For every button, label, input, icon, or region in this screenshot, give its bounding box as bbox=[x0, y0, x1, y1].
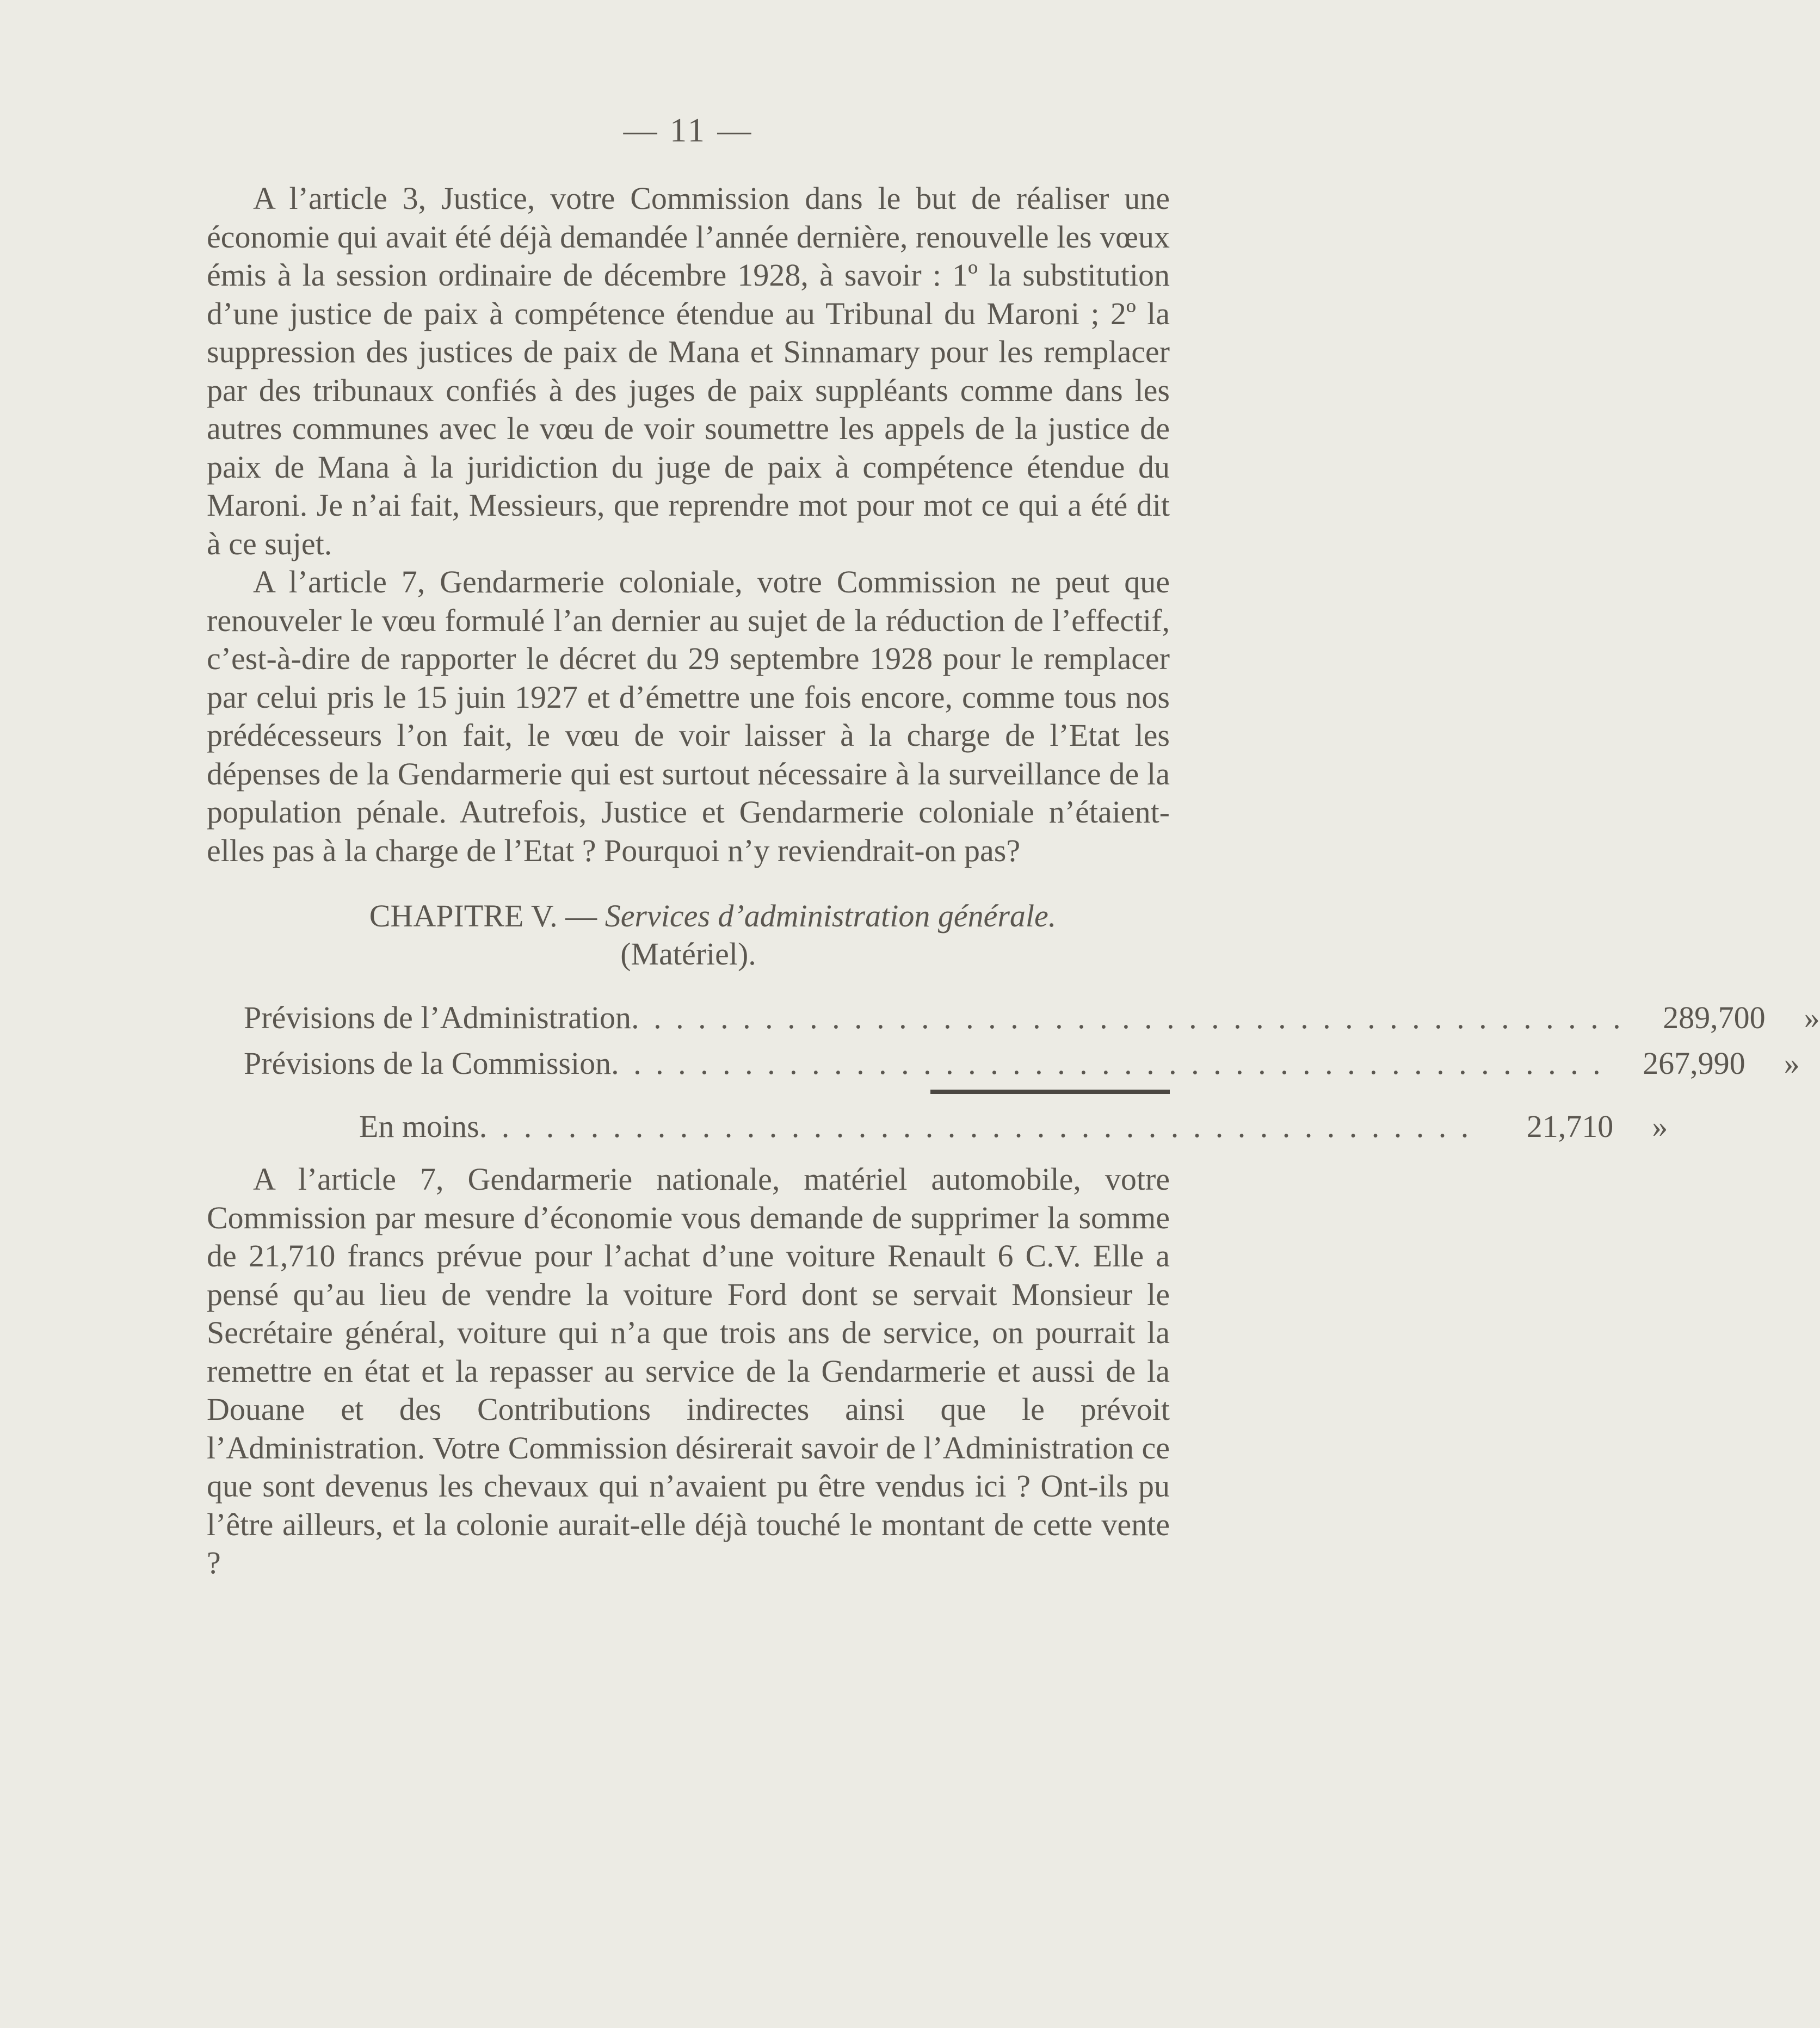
figure-amount: 21,710 bbox=[1526, 1109, 1614, 1144]
chapter-heading bbox=[207, 897, 1170, 935]
chapter-title: Services d’administration générale. bbox=[604, 898, 1057, 933]
figure-amount: 289,700 bbox=[1663, 1000, 1766, 1035]
leader-dots: . . . . . . . . . . . . . . . . . . . . . . . . . . . . . . . . . . . . . . . . . . . . . bbox=[611, 1046, 1604, 1081]
figure-label: Prévisions de la Commission bbox=[244, 1046, 612, 1081]
figure-label: Prévisions de l’Administration bbox=[244, 1000, 632, 1035]
figure-suffix: » bbox=[1804, 1000, 1820, 1035]
figure-amount: 267,990 bbox=[1643, 1046, 1745, 1081]
figure-row-commission bbox=[207, 1041, 1800, 1086]
figure-row-administration bbox=[207, 995, 1820, 1041]
figure-label: En moins bbox=[359, 1109, 479, 1144]
leader-dots: . . . . . . . . . . . . . . . . . . . . . . . . . . . . . . . . . . . . . . . . . . . . . bbox=[479, 1109, 1472, 1144]
paragraph-justice: A l’article 3, Justice, votre Commission dans le but de réaliser une économie qui avait été déjà demandée l’année dernière, renouvelle les vœux émis à la session ordinaire de décembre 1928, à savoir : 1º la substitution d’une justice de paix à compétence étendue au Tribunal du Maroni ; 2º la suppression des justices de paix de Mana et Sinnamary pour les remplacer par des tribunaux confiés à des juges de paix suppléants comme dans les autres communes avec le vœu de voir soumettre les appels de la justice de paix de Mana à la juridiction du juge de paix à compétence étendue du Maroni. Je n’ai fait, Messieurs, que reprendre mot pour mot ce qui a été dit à ce sujet. bbox=[207, 181, 1170, 561]
paragraph-gendarmerie: A l’article 7, Gendarmerie coloniale, votre Commission ne peut que renouveler le vœu formulé l’an dernier au sujet de la réduction de l’effectif, c’est-à-dire de rapporter le décret du 29 septembre 1928 pour le remplacer par celui pris le 15 juin 1927 et d’émettre une fois encore, comme tous nos prédécesseurs l’on fait, le vœu de voir laisser à la charge de l’Etat les dépenses de la Gendarmerie qui est surtout nécessaire à la surveillance de la population pénale. Autrefois, Justice et Gendarmerie coloniale n’étaient-elles pas à la charge de l’Etat ? Pourquoi n’y reviendrait-on pas? bbox=[207, 564, 1170, 868]
figure-row-difference bbox=[207, 1104, 1668, 1149]
page-number: — 11 — bbox=[623, 112, 754, 149]
chapter-subtitle: (Matériel). bbox=[620, 936, 756, 972]
figure-suffix: » bbox=[1652, 1109, 1668, 1144]
leader-dots: . . . . . . . . . . . . . . . . . . . . . . . . . . . . . . . . . . . . . . . . . . . . . bbox=[631, 1000, 1624, 1035]
paragraph-materiel: A l’article 7, Gendarmerie nationale, matériel automobile, votre Commission par mesure d’économie vous demande de supprimer la somme de 21,710 francs prévue pour l’achat d’une voiture Renault 6 C.V. Elle a pensé qu’au lieu de vendre la voiture Ford dont se servait Monsieur le Secrétaire général, voiture qui n’a que trois ans de service, on pourrait la remettre en état et la repasser au service de la Gendarmerie et aussi de la Douane et des Contributions indirectes ainsi que le prévoit l’Administration. Votre Commission désirerait savoir de l’Administration ce que sont devenus les chevaux qui n’avaient pu être vendus ici ? Ont-ils pu l’être ailleurs, et la colonie aurait-elle déjà touché le montant de cette vente ? bbox=[207, 1161, 1170, 1580]
document-body bbox=[207, 180, 1820, 1582]
total-rule bbox=[930, 1090, 1170, 1094]
chapter-prefix: CHAPITRE V. — bbox=[369, 898, 597, 933]
figure-suffix: » bbox=[1784, 1046, 1800, 1081]
